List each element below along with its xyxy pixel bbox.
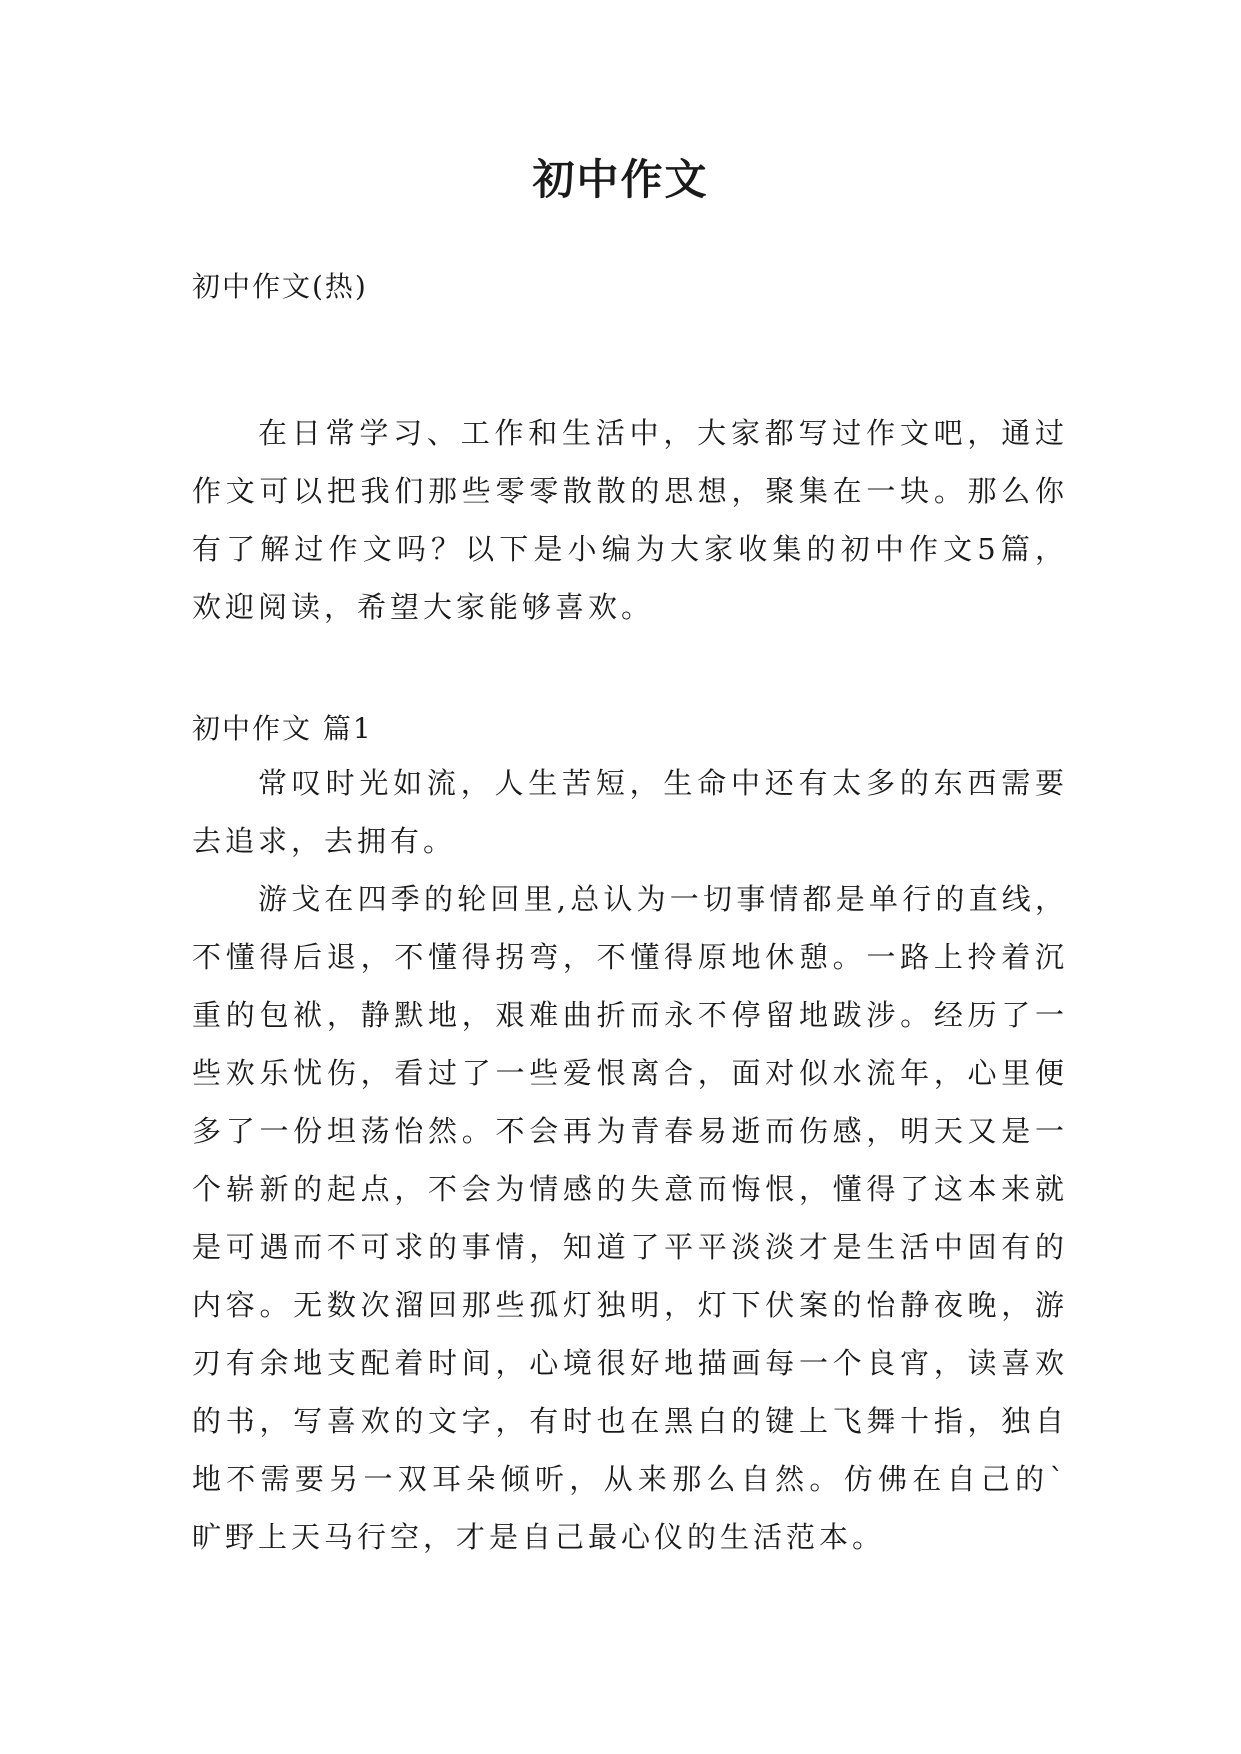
section-body [192, 754, 1068, 1566]
body-paragraph: 游戈在四季的轮回里,总认为一切事情都是单行的直线，不懂得后退，不懂得拐弯，不懂得原地休憩。一路上拎着沉重的包袱，静默地，艰难曲折而永不停留地跋涉。经历了一些欢乐忧伤，看过了一些爱恨离合，面对似水流年，心里便多了一份坦荡怡然。不会再为青春易逝而伤感，明天又是一个崭新的起点，不会为情感的失意而悔恨，懂得了这本来就是可遇而不可求的事情，知道了平平淡淡才是生活中固有的内容。无数次溜回那些孤灯独明，灯下伏案的怡静夜晚，游刃有余地支配着时间，心境很好地描画每一个良宵，读喜欢的书，写喜欢的文字，有时也在黑白的键上飞舞十指，独自地不需要另一双耳朵倾听，从来那么自然。仿佛在自己的`旷野上天马行空，才是自己最心仪的生活范本。 [192, 882, 1068, 1554]
subheading: 初中作文(热) [192, 270, 368, 303]
document-title: 初中作文 [532, 155, 709, 204]
section-heading: 初中作文 篇1 [192, 712, 373, 745]
intro-paragraph: 在日常学习、工作和生活中，大家都写过作文吧，通过作文可以把我们那些零零散散的思想，聚集在一块。那么你有了解过作文吗？以下是小编为大家收集的初中作文5篇，欢迎阅读，希望大家能够喜欢。 [192, 416, 1068, 624]
body-paragraph: 常叹时光如流，人生苦短，生命中还有太多的东西需要去追求，去拥有。 [192, 766, 1068, 858]
